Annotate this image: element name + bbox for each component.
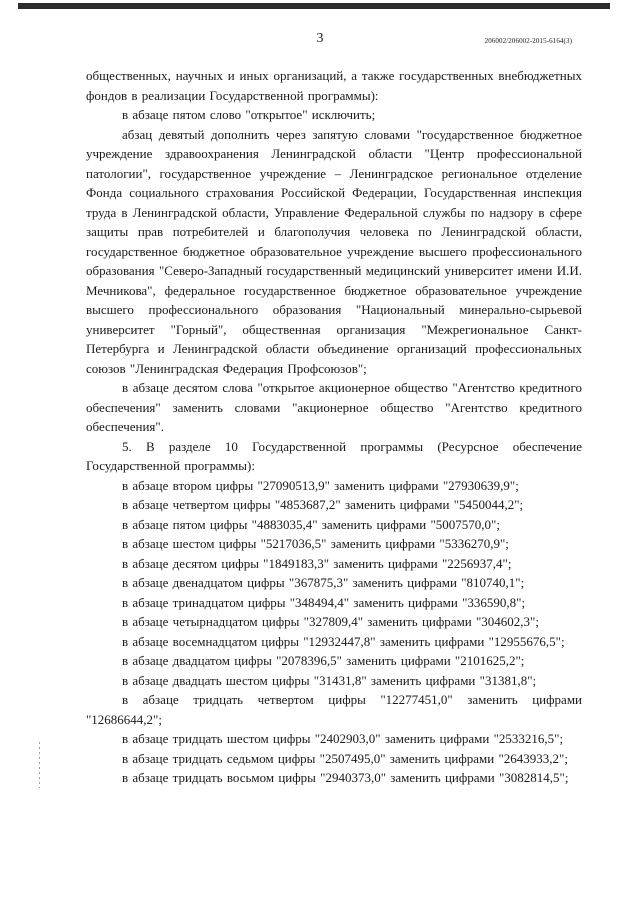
- paragraph: в абзаце тридцать четвертом цифры "12277451,0" заменить цифрами "12686644,2";: [86, 692, 582, 727]
- paragraph: в абзаце пятом цифры "4883035,4" заменить цифрами "5007570,0";: [122, 516, 500, 532]
- paragraph: в абзаце двадцатом цифры "2078396,5" заменить цифрами "2101625,2";: [122, 653, 525, 668]
- paragraph: в абзаце двенадцатом цифры "367875,3" заменить цифрами "810740,1";: [122, 575, 525, 590]
- paragraph: в абзаце четырнадцатом цифры "327809,4" заменить цифрами "304602,3";: [122, 614, 539, 629]
- document-body: [86, 66, 582, 788]
- paragraph: абзац девятый дополнить через запятую словами "государственное бюджетное учреждение здравоохранения Ленинградской области "Центр профессиональной патологии", государственное учреждение – Ленинградское региональное отделение Фонда социального страхования Российской Федерации, Государственная инспекция труда в Ленинградской области, Управление Федеральной службы по надзору в сфере защиты прав потребителей и благополучия человека по Ленинградской области, государственное бюджетное образовательное учреждение высшего профессионального образования "Северо-Западный государственный медицинский университет имени И.И. Мечникова", федеральное государственное бюджетное образовательное учреждение высшего профессионального образования "Национальный минерально-сырьевой университет "Горный", общественная организация "Межрегиональное Санкт-Петербурга и Ленинградской области объединение организаций профессиональных союзов "Ленинградская Федерация Профсоюзов";: [86, 126, 582, 376]
- paragraph: в абзаце шестом цифры "5217036,5" заменить цифрами "5336270,9";: [122, 536, 509, 551]
- document-id: 206002/206002-2015-6164(3): [484, 37, 572, 45]
- page-number: 3: [316, 31, 324, 46]
- paragraph: в абзаце четвертом цифры "4853687,2" заменить цифрами "5450044,2";: [122, 497, 524, 512]
- paragraph: в абзаце двадцать шестом цифры "31431,8" заменить цифрами "31381,8";: [122, 672, 537, 688]
- paragraph: в абзаце пятом слово "открытое" исключить;: [122, 107, 376, 122]
- paragraph: в абзаце тридцать восьмом цифры "2940373,0" заменить цифрами "3082814,5";: [122, 770, 569, 785]
- top-border-rule: [18, 3, 610, 9]
- paragraph: в абзаце тринадцатом цифры "348494,4" заменить цифрами "336590,8";: [122, 594, 526, 610]
- paragraph: в абзаце тридцать шестом цифры "2402903,0" заменить цифрами "2533216,5";: [122, 731, 564, 746]
- paragraph: общественных, научных и иных организаций, а также государственных внебюджетных фондов в реализации Государственной программы):: [86, 68, 582, 103]
- margin-scan-mark: [39, 742, 40, 788]
- paragraph: 5. В разделе 10 Государственной программы (Ресурсное обеспечение Государственной программы):: [86, 438, 582, 473]
- paragraph: в абзаце восемнадцатом цифры "12932447,8" заменить цифрами "12955676,5";: [122, 633, 565, 649]
- paragraph: в абзаце десятом цифры "1849183,3" заменить цифрами "2256937,4";: [122, 555, 512, 571]
- paragraph: в абзаце тридцать седьмом цифры "2507495,0" заменить цифрами "2643933,2";: [122, 750, 568, 766]
- paragraph: в абзаце десятом слова "открытое акционерное общество "Агентство кредитного обеспечения" заменить словами "акционерное общество "Агентство кредитного обеспечения".: [86, 380, 582, 434]
- paragraph: в абзаце втором цифры "27090513,9" заменить цифрами "27930639,9";: [122, 477, 519, 493]
